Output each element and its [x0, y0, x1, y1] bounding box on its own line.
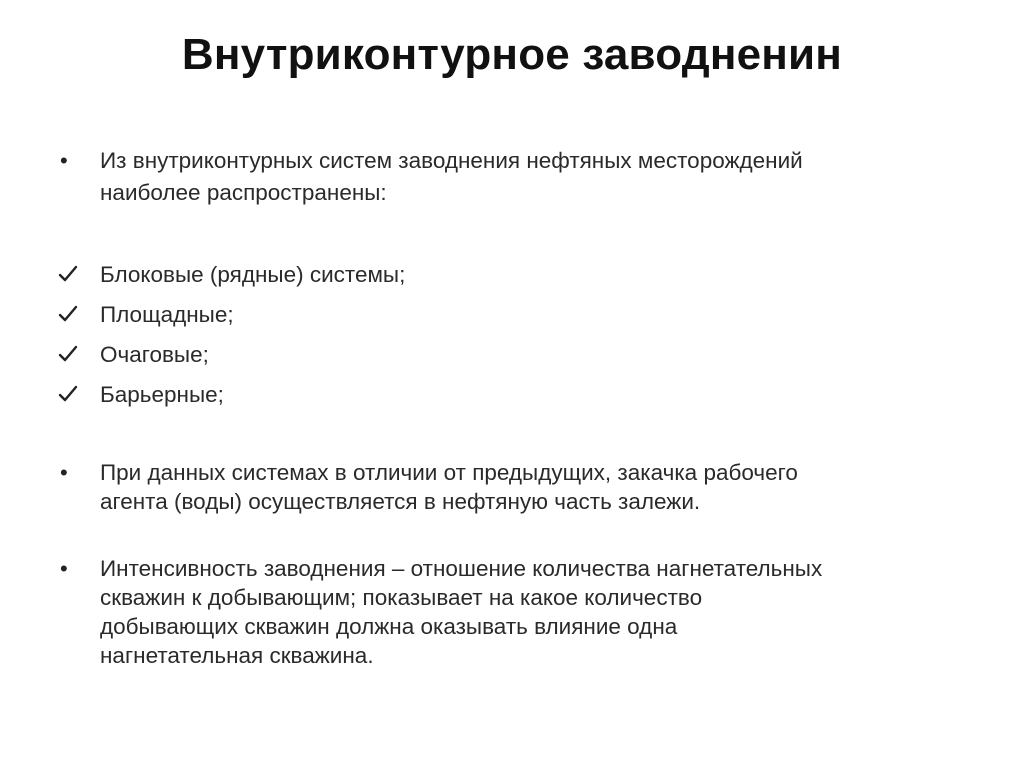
check-mark-icon [58, 384, 80, 406]
system-label: Площадные; [100, 302, 234, 327]
definition-line-1: Интенсивность заводнения – отношение количества нагнетательных [100, 556, 823, 581]
definition-line-2: скважин к добывающим; показывает на какое количество [100, 585, 703, 610]
check-mark-icon [58, 264, 80, 286]
bullet-dot-icon: • [60, 148, 68, 173]
check-mark-icon [58, 344, 80, 366]
definition-line-3: добывающих скважин должна оказывать влияние одна [100, 614, 678, 639]
intro-line-2: наиболее распространены: [100, 180, 387, 205]
slide-title: Внутриконтурное заводненин [181, 30, 843, 79]
intro-line-1: Из внутриконтурных систем заводнения нефтяных месторождений [100, 148, 803, 173]
system-label: Барьерные; [100, 382, 224, 407]
bullet-dot-icon: • [60, 556, 68, 581]
definition-line-4: нагнетательная скважина. [100, 643, 374, 668]
note-line-1: При данных системах в отличии от предыдущих, закачка рабочего [100, 460, 798, 485]
note-line-2: агента (воды) осуществляется в нефтяную часть залежи. [100, 489, 701, 514]
system-label: Очаговые; [100, 342, 209, 367]
check-mark-icon [58, 304, 80, 326]
system-label: Блоковые (рядные) системы; [100, 262, 406, 287]
bullet-dot-icon: • [60, 460, 68, 485]
